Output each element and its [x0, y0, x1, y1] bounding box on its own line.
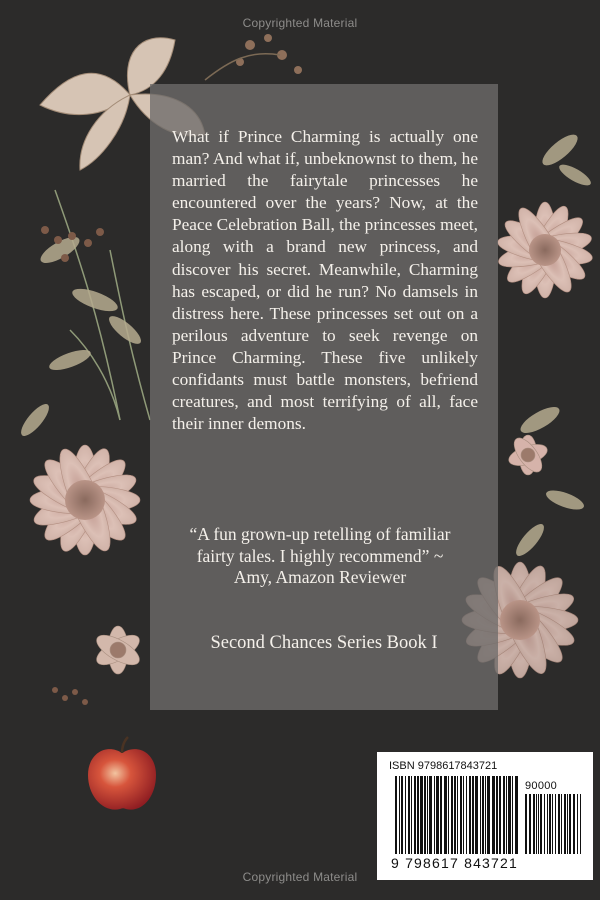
copyright-watermark-bottom: Copyrighted Material [242, 870, 358, 884]
isbn-digits: 9 798617 843721 [391, 855, 518, 871]
barcode-bar [460, 776, 462, 854]
barcode-bar [427, 776, 428, 854]
barcode-bar [417, 776, 419, 854]
barcode-bar [408, 776, 410, 854]
barcode-bar [395, 776, 397, 854]
series-title: Second Chances Series Book I [210, 633, 438, 653]
barcode-bar [444, 776, 447, 854]
barcode-bar [547, 794, 548, 854]
barcode-bar [577, 794, 578, 854]
review-quote [160, 524, 480, 589]
barcode-bar [405, 776, 406, 854]
barcode-bar [414, 776, 416, 854]
small-flower-right [506, 434, 550, 477]
barcode-bar [533, 794, 535, 854]
quote-line: fairty tales. I highly recommend” ~ [196, 545, 444, 566]
barcode-bar [540, 794, 542, 854]
barcode-bar [424, 776, 426, 854]
barcode-bar [506, 776, 507, 854]
barcode-bar [573, 794, 575, 854]
barcode-bar [463, 776, 464, 854]
barcode-bar [569, 794, 571, 854]
barcode-bar [480, 776, 481, 854]
barcode-bar [429, 776, 432, 854]
barcode-bar [436, 776, 439, 854]
daisy-flower-right-top [496, 201, 595, 298]
book-description: What if Prince Charming is actually one man? And what if, unbeknownst to them, he married the fairytale princesses he encountered over the years? Now, at the Peace Celebration Ball, the princesses meet, along with a brand new princess, and discover his secret. Meanwhile, Charming has escaped, or did he run? No damsels in distress here. These princesses set out on a perilous adventure to seek revenge on Prince Charming. These five unlikely confidants must battle monsters, befriend creatures, and most terrifying of all, face their inner demons. [172, 127, 478, 434]
barcode-bar [457, 776, 458, 854]
copyright-watermark-top: Copyrighted Material [242, 16, 358, 30]
isbn-label: ISBN 9798617843721 [389, 760, 498, 772]
barcode-bar [552, 794, 553, 854]
quote-attribution: Amy, Amazon Reviewer [233, 567, 407, 587]
barcode-bar [549, 794, 551, 854]
apple-illustration [82, 735, 162, 815]
daisy-flower-left [29, 444, 141, 556]
small-flower-left [92, 626, 144, 674]
barcode-bar [469, 776, 471, 854]
barcode-bar [472, 776, 474, 854]
barcode-bar [448, 776, 449, 854]
barcode-bar [440, 776, 442, 854]
barcode-bar [515, 776, 518, 854]
barcode-bar [466, 776, 467, 854]
barcode-bar [536, 794, 537, 854]
barcode-bar [451, 776, 453, 854]
barcode-bar [485, 776, 486, 854]
leaves-right [512, 130, 594, 560]
barcode-bar [555, 794, 556, 854]
barcode-bar [454, 776, 456, 854]
barcode-bar [503, 776, 505, 854]
barcode-bar [411, 776, 412, 854]
barcode-bar [401, 776, 403, 854]
barcode-bar [544, 794, 545, 854]
barcode-bar [482, 776, 484, 854]
barcode-bar [499, 776, 501, 854]
barcode-bar [434, 776, 435, 854]
barcode-bar [487, 776, 490, 854]
barcode-bar [538, 794, 539, 854]
isbn-barcode [377, 752, 593, 880]
price-code: 90000 [525, 780, 558, 792]
barcode-bar [561, 794, 562, 854]
barcode-bar [525, 794, 527, 854]
barcode-bar [496, 776, 498, 854]
leaves-left [17, 232, 145, 440]
quote-line: “A fun grown-up retelling of familiar [189, 524, 451, 544]
barcode-bar [567, 794, 568, 854]
barcode-bar [399, 776, 400, 854]
barcode-bar [475, 776, 478, 854]
barcode-bar [420, 776, 423, 854]
barcode-bar [564, 794, 566, 854]
barcode-bar [580, 794, 581, 854]
barcode-bar [558, 794, 560, 854]
berries-bottom-left [52, 687, 88, 705]
barcode-bar [529, 794, 531, 854]
barcode-bar [512, 776, 513, 854]
barcode-bar [492, 776, 495, 854]
barcode-bar [508, 776, 511, 854]
